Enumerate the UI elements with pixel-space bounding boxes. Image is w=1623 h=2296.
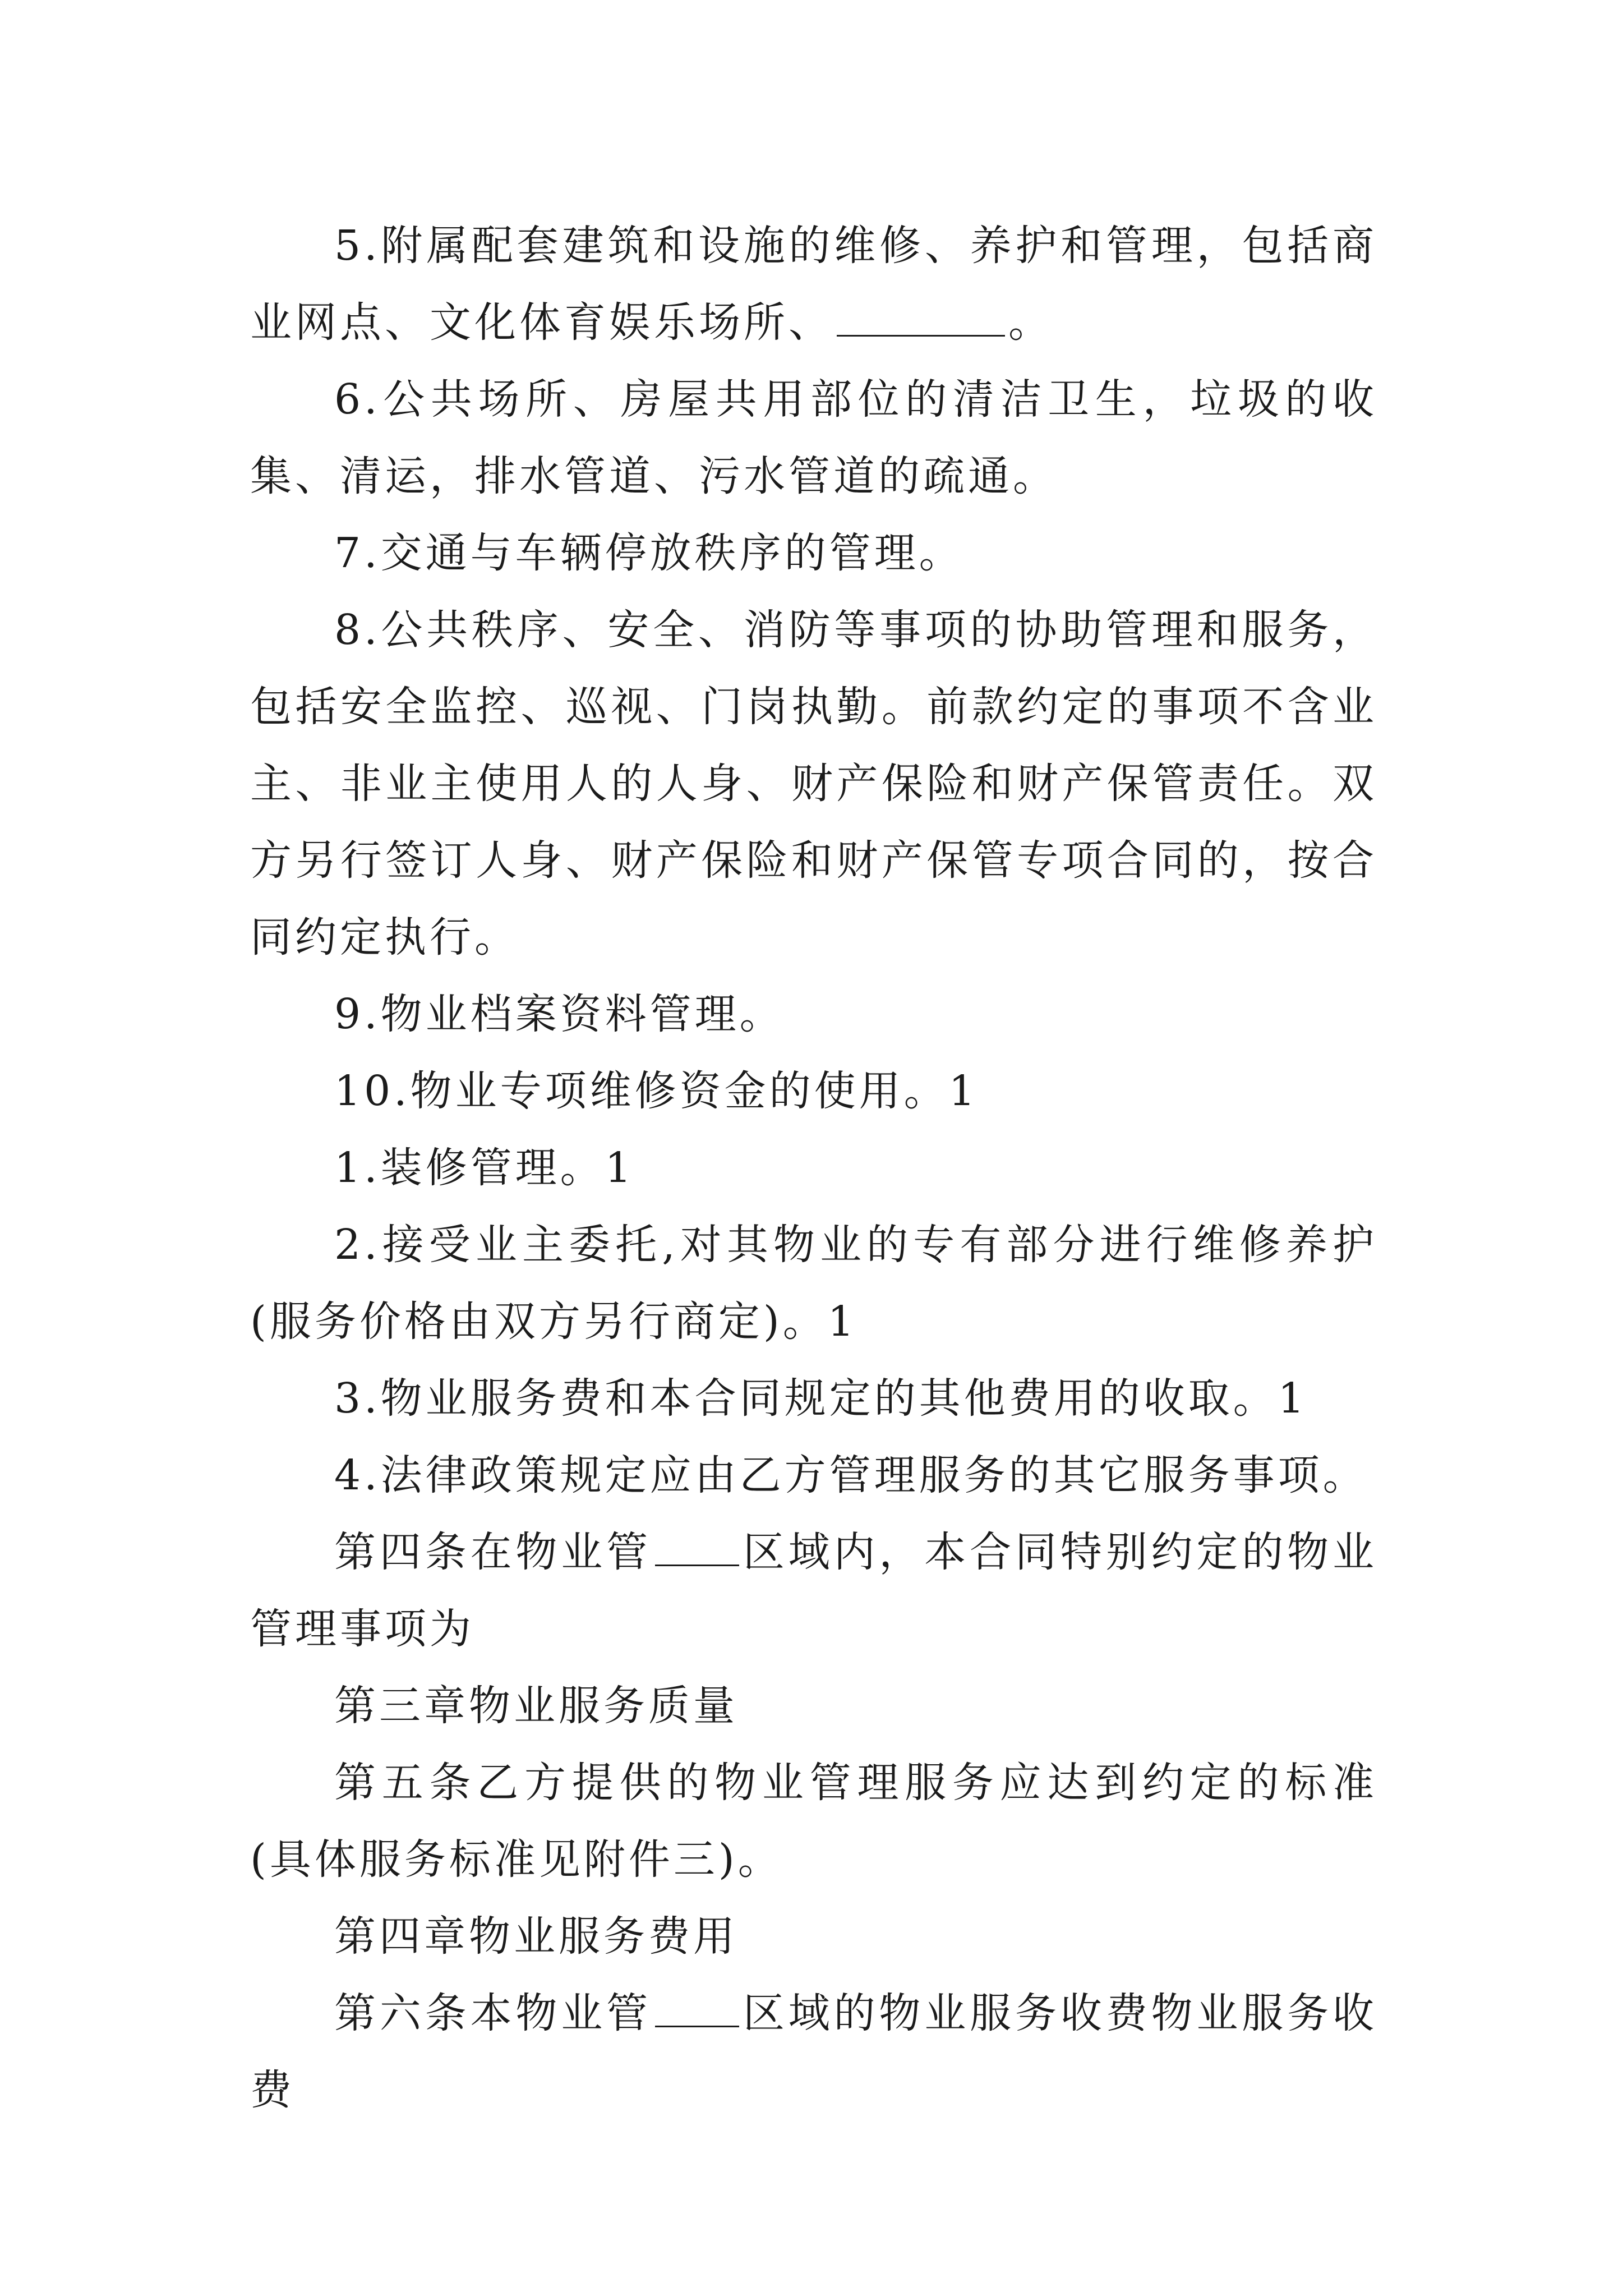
paragraph-item-fee-collection: 3.物业服务费和本合同规定的其他费用的收取。1 [334,1374,1308,1423]
fill-in-blank [837,300,1005,337]
paragraph-item-entrusted-repair: 2.接受业主委托,对其物业的专有部分进行维修养护(服务价格由双方另行商定)。1 [250,1221,1377,1346]
paragraph-text: 区域内，本合同特别约定的物业管理事项为 [250,1528,1377,1653]
fill-in-blank [655,1530,739,1566]
paragraph-item-7: 7.交通与车辆停放秩序的管理。 [334,529,964,577]
document-body [250,208,1377,2129]
paragraph-text: 。 [1008,298,1053,347]
article-6 [250,1975,1377,2129]
paragraph-item-6: 6.公共场所、房屋共用部位的清洁卫生，垃圾的收集、清运，排水管道、污水管道的疏通。 [250,375,1377,500]
paragraph-item-5 [250,208,1377,361]
fill-in-blank [655,1991,739,2027]
article-4 [250,1514,1377,1668]
paragraph-item-other-services: 4.法律政策规定应由乙方管理服务的其它服务事项。 [334,1451,1368,1499]
paragraph-item-decoration: 1.装修管理。1 [334,1144,635,1192]
paragraph-text: 第六条本物业管 [334,1989,652,2037]
paragraph-text: 5.附属配套建筑和设施的维修、养护和管理，包括商业网点、文化体育娱乐场所、 [250,222,1377,347]
chapter-3-heading: 第三章物业服务质量 [334,1682,738,1730]
paragraph-item-9: 9.物业档案资料管理。 [334,990,785,1038]
article-5: 第五条乙方提供的物业管理服务应达到约定的标准(具体服务标准见附件三)。 [250,1759,1377,1884]
paragraph-text: 第四条在物业管 [334,1528,652,1576]
paragraph-item-8: 8.公共秩序、安全、消防等事项的协助管理和服务，包括安全监控、巡视、门岗执勤。前款约定的事项不含业主、非业主使用人的人身、财产保险和财产保管责任。双方另行签订人身、财产保险和财产保管专项合同的，按合同约定执行。 [250,606,1377,961]
paragraph-item-10: 10.物业专项维修资金的使用。1 [334,1067,979,1115]
chapter-4-heading: 第四章物业服务费用 [334,1912,738,1961]
paragraph-text: 区域的物业服务收费物业服务收费 [250,1989,1377,2114]
